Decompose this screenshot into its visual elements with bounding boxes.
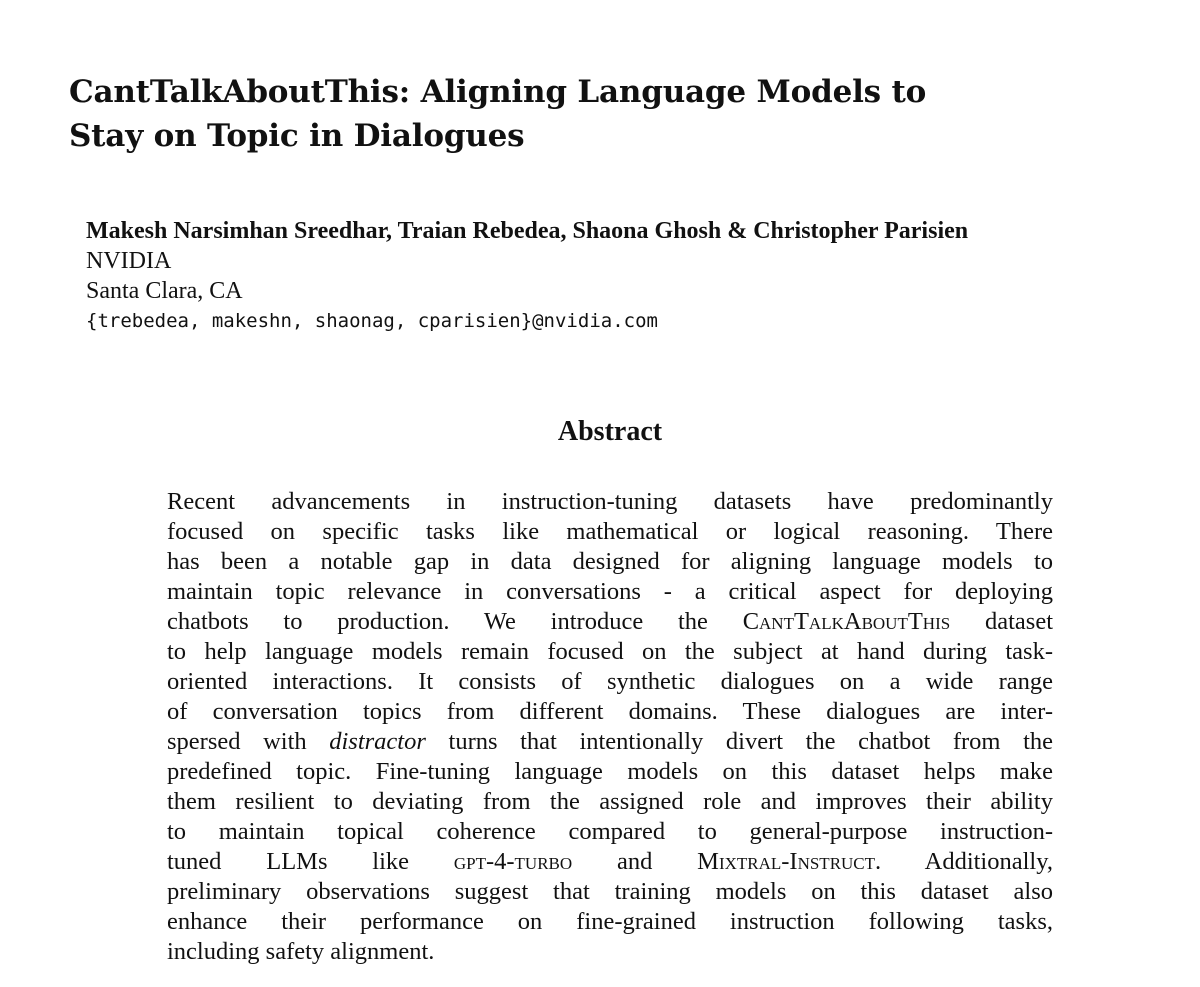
distractor-term: distractor xyxy=(329,728,426,755)
abstract-text: tuned LLMs like xyxy=(167,848,410,875)
author-emails: {trebedea, makeshn, shaonag, cparisien}@nvidia.com xyxy=(86,310,658,332)
dataset-name: CantTalkAboutThis xyxy=(742,608,951,635)
paper-title-line: Stay on Topic in Dialogues xyxy=(69,118,525,154)
abstract-text: turns that intentionally divert the chatbot from the xyxy=(448,728,1054,755)
abstract-line xyxy=(167,847,1053,877)
abstract-text: . Additionally, xyxy=(875,848,1054,875)
abstract-text: and xyxy=(616,848,653,875)
location: Santa Clara, CA xyxy=(86,278,243,304)
abstract-line: predefined topic. Fine-tuning language models on this dataset helps make xyxy=(167,758,1053,785)
abstract-line: maintain topic relevance in conversations - a critical aspect for deploying xyxy=(167,578,1053,605)
abstract-line: preliminary observations suggest that training models on this dataset also xyxy=(167,878,1053,905)
author-block xyxy=(86,216,1186,336)
abstract-line: has been a notable gap in data designed for aligning language models to xyxy=(167,548,1053,575)
model-name: Mixtral-Instruct xyxy=(697,848,876,875)
abstract-line: oriented interactions. It consists of synthetic dialogues on a wide range xyxy=(167,668,1053,695)
abstract-line: enhance their performance on fine-grained instruction following tasks, xyxy=(167,908,1053,935)
abstract-body xyxy=(167,487,1053,967)
abstract-line: to maintain topical coherence compared to general-purpose instruction- xyxy=(167,818,1053,845)
abstract-text: dataset xyxy=(984,608,1054,635)
abstract-line: them resilient to deviating from the assigned role and improves their ability xyxy=(167,788,1053,815)
abstract-line: Recent advancements in instruction-tuning datasets have predominantly xyxy=(167,488,1053,515)
paper-title xyxy=(69,70,1129,158)
author-names: Makesh Narsimhan Sreedhar, Traian Rebedea, Shaona Ghosh & Christopher Parisien xyxy=(86,218,969,244)
abstract-line: to help language models remain focused on the subject at hand during task- xyxy=(167,638,1053,665)
abstract-line xyxy=(167,607,1053,637)
model-name: gpt-4-turbo xyxy=(453,848,573,875)
abstract-text: chatbots to production. We introduce the xyxy=(167,608,708,635)
affiliation: NVIDIA xyxy=(86,248,172,274)
abstract-heading: Abstract xyxy=(557,416,663,447)
abstract-line: focused on specific tasks like mathematical or logical reasoning. There xyxy=(167,518,1053,545)
abstract-line xyxy=(167,727,1053,757)
paper-title-line: CantTalkAboutThis: Aligning Language Models to xyxy=(69,74,927,110)
abstract-line: including safety alignment. xyxy=(167,938,435,965)
abstract-line: of conversation topics from different domains. These dialogues are inter- xyxy=(167,698,1053,725)
abstract-text: spersed with xyxy=(167,728,307,755)
